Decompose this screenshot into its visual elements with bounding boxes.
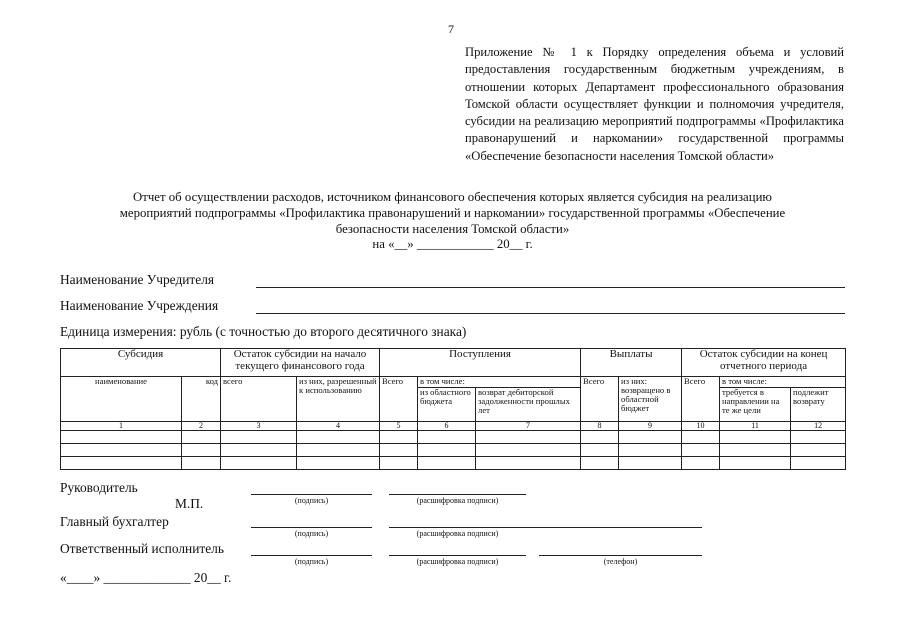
table-cell[interactable] — [791, 431, 846, 444]
date-line[interactable]: «____» _____________ 20__ г. — [60, 570, 232, 585]
head-signature-caption: (подпись) — [294, 496, 329, 505]
header-subsidy: Субсидия — [61, 349, 221, 377]
title-line-3: безопасности населения Томской области» — [335, 221, 570, 236]
accountant-transcript-line[interactable] — [389, 527, 702, 528]
header-receipts: Поступления — [380, 349, 581, 377]
table-cell[interactable] — [61, 444, 182, 457]
table-cell[interactable] — [221, 444, 297, 457]
table-cell[interactable] — [418, 431, 476, 444]
page-number: 7 — [448, 22, 454, 36]
column-number: 5 — [380, 422, 418, 431]
column-number: 1 — [61, 422, 182, 431]
executor-phone-line[interactable] — [539, 555, 702, 556]
table-cell[interactable] — [791, 457, 846, 470]
table-cell[interactable] — [297, 431, 380, 444]
table-cell[interactable] — [182, 444, 221, 457]
table-cell[interactable] — [182, 431, 221, 444]
table-cell[interactable] — [182, 457, 221, 470]
accountant-label: Главный бухгалтер — [60, 514, 169, 529]
report-table — [60, 348, 846, 470]
executor-label: Ответственный исполнитель — [60, 541, 224, 556]
executor-transcript-line[interactable] — [389, 555, 526, 556]
subheader-returned-regional: из них: возвращено в областной бюджет — [619, 377, 682, 422]
header-balance-start: Остаток субсидии на начало текущего финансового года — [221, 349, 380, 377]
table-cell[interactable] — [619, 457, 682, 470]
table-cell[interactable] — [720, 457, 791, 470]
table-column-numbers-row — [61, 422, 846, 431]
unit-label: Единица измерения: рубль (с точностью до второго десятичного знака) — [60, 324, 467, 339]
table-cell[interactable] — [418, 457, 476, 470]
report-title — [60, 190, 845, 253]
table-cell[interactable] — [380, 444, 418, 457]
institution-input-line[interactable] — [256, 313, 845, 314]
appendix-note: Приложение № 1 к Порядку определения объема и условий предоставления государственным бюджетным учреждениям, в отношении которых Департамент профессионального образования Томской области осуществляет функции и полномочия учредителя, субсидии на реализацию мероприятий подпрограммы «Профилактика правонарушений и наркомании» государственной программы «Обеспечение безопасности населения Томской области» — [465, 45, 844, 163]
subheader-total-start: всего — [221, 377, 297, 422]
accountant-signature-caption: (подпись) — [294, 529, 329, 538]
table-row — [61, 444, 846, 457]
header-payments: Выплаты — [581, 349, 682, 377]
subheader-required-same: требуется в направлении на те же цели — [720, 388, 791, 422]
subheader-receivables-return: возврат дебиторской задолженности прошлых лет — [476, 388, 581, 422]
subheader-from-regional: из областного бюджета — [418, 388, 476, 422]
table-row — [61, 431, 846, 444]
table-cell[interactable] — [61, 457, 182, 470]
table-cell[interactable] — [720, 431, 791, 444]
column-number: 7 — [476, 422, 581, 431]
table-cell[interactable] — [418, 444, 476, 457]
table-cell[interactable] — [221, 457, 297, 470]
column-number: 6 — [418, 422, 476, 431]
table-cell[interactable] — [682, 444, 720, 457]
table-cell[interactable] — [682, 431, 720, 444]
title-line-2: мероприятий подпрограммы «Профилактика правонарушений и наркомании» государственной программы «Обеспечение — [119, 205, 786, 220]
table-cell[interactable] — [476, 431, 581, 444]
founder-input-line[interactable] — [256, 287, 845, 288]
header-balance-end: Остаток субсидии на конец отчетного периода — [682, 349, 846, 377]
table-cell[interactable] — [476, 457, 581, 470]
head-transcript-line[interactable] — [389, 494, 526, 495]
table-cell[interactable] — [221, 431, 297, 444]
table-cell[interactable] — [619, 431, 682, 444]
subheader-payments-total: Всего — [581, 377, 619, 422]
table-cell[interactable] — [581, 444, 619, 457]
head-signature-line[interactable] — [251, 494, 372, 495]
table-cell[interactable] — [297, 444, 380, 457]
table-cell[interactable] — [380, 431, 418, 444]
subheader-code: код — [182, 377, 221, 422]
accountant-signature-line[interactable] — [251, 527, 372, 528]
column-number: 11 — [720, 422, 791, 431]
stamp-label: М.П. — [175, 496, 204, 511]
table-cell[interactable] — [619, 444, 682, 457]
column-number: 2 — [182, 422, 221, 431]
subheader-end-including: в том числе: — [720, 377, 846, 388]
table-subheader-row-1 — [61, 377, 846, 388]
subheader-permitted-use: из них, разрешенный к использованию — [297, 377, 380, 422]
accountant-transcript-caption: (расшифровка подписи) — [416, 529, 499, 538]
subheader-end-total: Всего — [682, 377, 720, 422]
title-line-1: Отчет об осуществлении расходов, источником финансового обеспечения которых является субсидия на реализацию — [133, 190, 772, 204]
table-cell[interactable] — [581, 431, 619, 444]
table-cell[interactable] — [581, 457, 619, 470]
head-transcript-caption: (расшифровка подписи) — [416, 496, 499, 505]
column-number: 9 — [619, 422, 682, 431]
subheader-to-return: подлежит возврату — [791, 388, 846, 422]
column-number: 3 — [221, 422, 297, 431]
column-number: 10 — [682, 422, 720, 431]
head-label: Руководитель — [60, 480, 138, 495]
table-cell[interactable] — [791, 444, 846, 457]
subheader-receipts-total: Всего — [380, 377, 418, 422]
table-cell[interactable] — [297, 457, 380, 470]
table-cell[interactable] — [682, 457, 720, 470]
executor-phone-caption: (телефон) — [603, 557, 638, 566]
executor-signature-line[interactable] — [251, 555, 372, 556]
table-cell[interactable] — [720, 444, 791, 457]
executor-signature-caption: (подпись) — [294, 557, 329, 566]
executor-transcript-caption: (расшифровка подписи) — [416, 557, 499, 566]
table-cell[interactable] — [380, 457, 418, 470]
institution-label: Наименование Учреждения — [60, 298, 219, 313]
subheader-receipts-including: в том числе: — [418, 377, 581, 388]
column-number: 8 — [581, 422, 619, 431]
column-number: 4 — [297, 422, 380, 431]
table-cell[interactable] — [61, 431, 182, 444]
title-date-line: на «__» ____________ 20__ г. — [372, 237, 533, 252]
founder-label: Наименование Учредителя — [60, 272, 215, 287]
subheader-name: наименование — [61, 377, 182, 422]
table-header-row — [61, 349, 846, 377]
table-cell[interactable] — [476, 444, 581, 457]
column-number: 12 — [791, 422, 846, 431]
table-row — [61, 457, 846, 470]
